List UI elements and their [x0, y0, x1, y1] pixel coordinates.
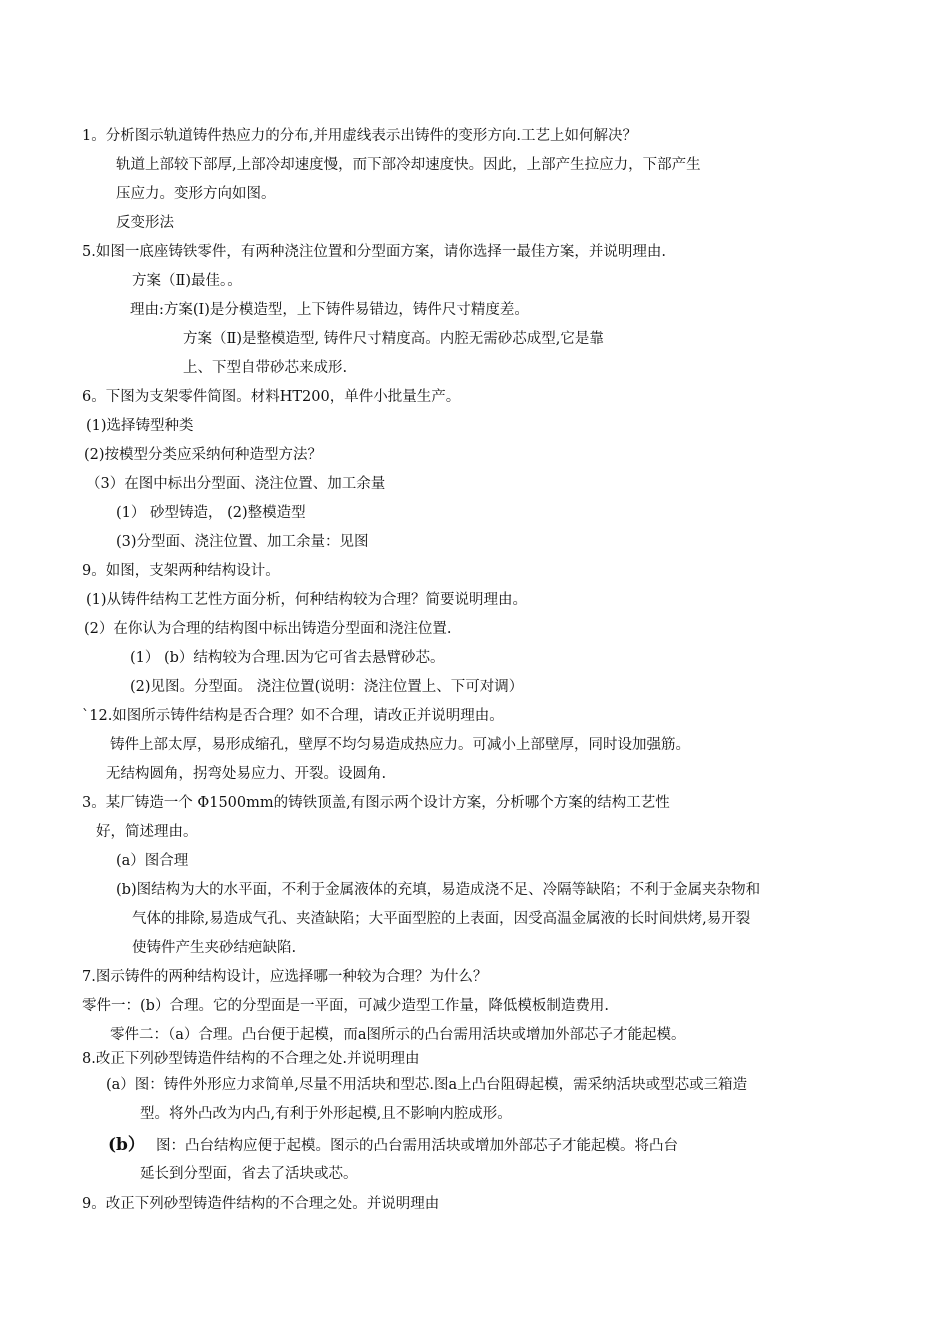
question-9a-sub-2: (2）在你认为合理的结构图中标出铸造分型面和浇注位置. [84, 621, 452, 637]
answer-7-line-2: 零件二：（a）合理。凸台便于起模，而a图所示的凸台需用活块或增加外部芯子才能起模。 [110, 1027, 686, 1043]
question-6-sub-2: (2)按模型分类应采纳何种造型方法？ [84, 447, 323, 463]
question-9a-sub-1: (1)从铸件结构工艺性方面分析，何种结构较为合理？简要说明理由。 [86, 592, 528, 608]
answer-3-line-2: (b)图结构为大的水平面，不利于金属液体的充填，易造成浇不足、冷隔等缺陷；不利于金属夹杂物和 [116, 882, 761, 898]
answer-3-line-4: 使铸件产生夹砂结疤缺陷. [132, 940, 297, 956]
answer-8b-marker: (b） [108, 1135, 145, 1155]
answer-6-line-2: (3)分型面、浇注位置、加工余量：见图 [116, 534, 369, 550]
answer-8b-line-2: 延长到分型面，省去了活块或芯。 [140, 1166, 358, 1182]
question-9a: 9。如图，支架两种结构设计。 [82, 563, 280, 579]
answer-1-line-1: 轨道上部较下部厚,上部冷却速度慢，而下部冷却速度快。因此，上部产生拉应力，下部产生 [116, 157, 701, 173]
question-7: 7.图示铸件的两种结构设计，应选择哪一种较为合理？为什么？ [82, 969, 488, 985]
answer-5-line-3: 方案（Ⅱ)是整模造型, 铸件尺寸精度高。内腔无需砂芯成型,它是靠 [183, 331, 604, 347]
question-6-sub-1: (1)选择铸型种类 [86, 418, 194, 434]
answer-8b-line-1: 图：凸台结构应便于起模。图示的凸台需用活块或增加外部芯子才能起模。将凸台 [156, 1138, 678, 1154]
question-1: 1。分析图示轨道铸件热应力的分布,并用虚线表示出铸件的变形方向.工艺上如何解决？ [82, 128, 637, 144]
question-5: 5.如图一底座铸铁零件，有两种浇注位置和分型面方案，请你选择一最佳方案，并说明理由. [82, 244, 666, 260]
question-8: 8.改正下列砂型铸造件结构的不合理之处.并说明理由 [82, 1051, 420, 1067]
answer-3-line-1: (a）图合理 [116, 853, 189, 869]
question-3-cont: 好，简述理由。 [96, 824, 198, 840]
answer-5-line-4: 上、下型自带砂芯来成形. [183, 360, 348, 376]
answer-9a-line-2: (2)见图。分型面。 浇注位置(说明：浇注位置上、下可对调） [130, 679, 524, 695]
answer-12-line-2: 无结构圆角，拐弯处易应力、开裂。设圆角. [106, 766, 387, 782]
answer-1-line-2: 压应力。变形方向如图。 [116, 186, 276, 202]
question-12: `12.如图所示铸件结构是否合理？如不合理，请改正并说明理由。 [82, 708, 504, 724]
question-3: 3。某厂铸造一个 Φ1500mm的铸铁顶盖,有图示两个设计方案，分析哪个方案的结构工艺性 [82, 795, 670, 811]
question-9b: 9。改正下列砂型铸造件结构的不合理之处。并说明理由 [82, 1196, 440, 1212]
answer-6-line-1: (1） 砂型铸造， (2)整模造型 [116, 505, 306, 521]
answer-5-line-1: 方案（Ⅱ)最佳。。 [132, 273, 242, 289]
answer-8a-line-2: 型。将外凸改为内凸,有利于外形起模,且不影响内腔成形。 [140, 1106, 512, 1122]
answer-3-line-3: 气体的排除,易造成气孔、夹渣缺陷；大平面型腔的上表面，因受高温金属液的长时间烘烤,易开裂 [132, 911, 751, 927]
question-6: 6。下图为支架零件简图。材料HT200，单件小批量生产。 [82, 389, 461, 405]
answer-1-line-3: 反变形法 [116, 215, 174, 231]
answer-9a-line-1: (1） (b）结构较为合理.因为它可省去悬臂砂芯。 [130, 650, 445, 666]
answer-7-line-1: 零件一：(b）合理。它的分型面是一平面，可减少造型工作量，降低模板制造费用. [82, 998, 610, 1014]
question-6-sub-3: （3）在图中标出分型面、浇注位置、加工余量 [86, 476, 386, 492]
answer-5-line-2: 理由:方案(Ⅰ)是分模造型，上下铸件易错边，铸件尺寸精度差。 [130, 302, 529, 318]
answer-8a-line-1: (a）图：铸件外形应力求简单,尽量不用活块和型芯.图a上凸台阻碍起模，需采纳活块或型芯或三箱造 [106, 1077, 748, 1093]
answer-12-line-1: 铸件上部太厚，易形成缩孔，壁厚不均匀易造成热应力。可减小上部壁厚，同时设加强筋。 [110, 737, 690, 753]
